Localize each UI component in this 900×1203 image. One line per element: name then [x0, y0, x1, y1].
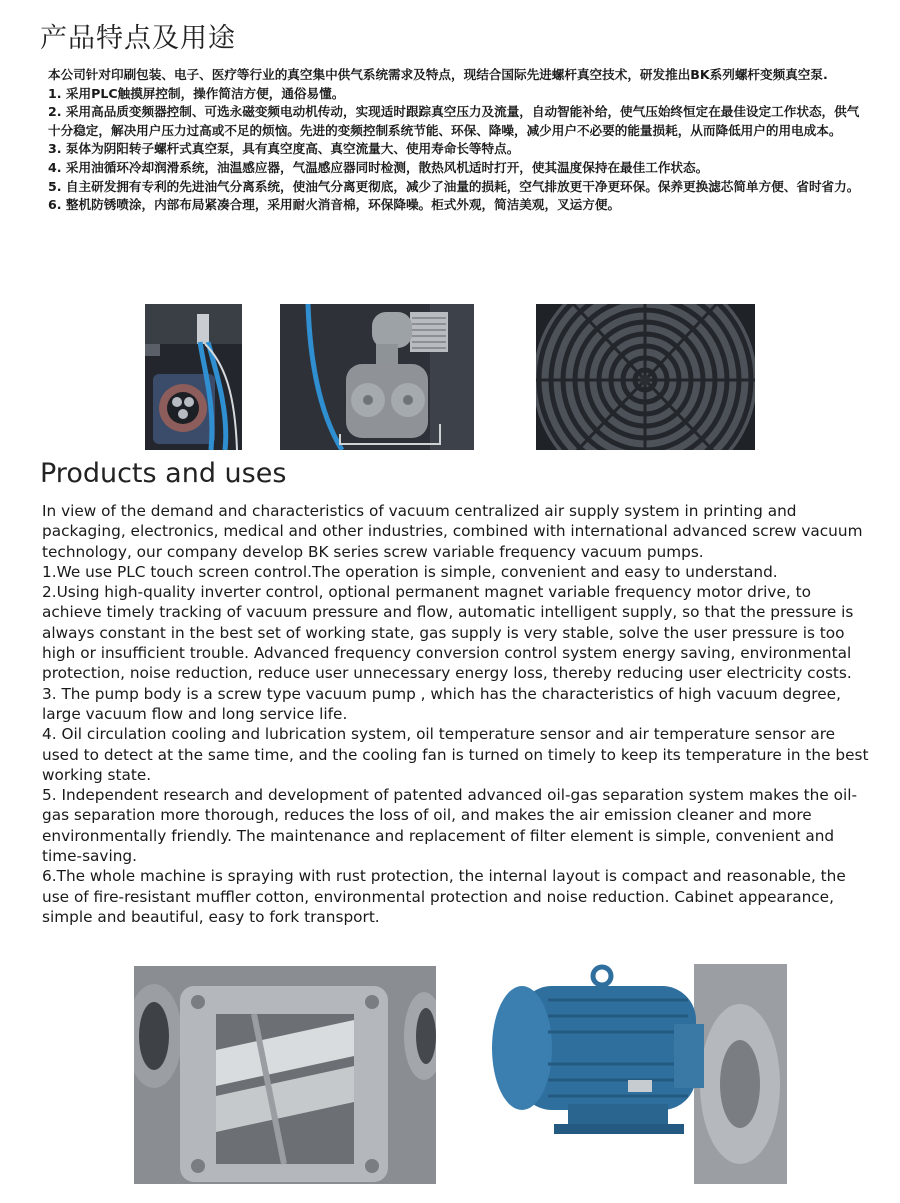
english-section-title: Products and uses	[40, 458, 287, 489]
english-feature-4: 4. Oil circulation cooling and lubrication system, oil temperature sensor and air temperature sensor are used to detect at the same time, and the cooling fan is turned on timely to keep its temperature in the best working state.	[42, 725, 869, 784]
english-feature-6: 6.The whole machine is spraying with rust protection, the internal layout is compact and reasonable, the use of fire-resistant muffler cotton, environmental protection and noise reduction. Cabinet appearance, simple and beautiful, easy to fork transport.	[42, 867, 846, 926]
english-feature-2: 2.Using high-quality inverter control, optional permanent magnet variable frequency motor drive, to achieve timely tracking of vacuum pressure and flow, automatic intelligent supply, so that the pressure is always constant in the best set of working state, gas supply is very stable, solve the user pressure is too high or insufficient trouble. Advanced frequency conversion control system energy saving, environmental protection, noise reduction, reduce user unnecessary energy loss, thereby reducing user electricity costs.	[42, 583, 854, 683]
photo-fan-grille	[536, 304, 755, 450]
blue-motor-image	[478, 964, 787, 1184]
photo-control-hoses	[145, 304, 242, 450]
photo-pump-interior	[280, 304, 474, 450]
pump-interior-image	[280, 304, 474, 450]
english-feature-3: 3. The pump body is a screw type vacuum pump , which has the characteristics of high vacuum degree, large vacuum flow and long service life.	[42, 684, 841, 723]
english-feature-5: 5. Independent research and development of patented advanced oil-gas separation system makes the oil-gas separation more thorough, reduces the loss of oil, and makes the air emission cleaner and more environmentally friendly. The maintenance and replacement of filter element is simple, convenient and time-saving.	[42, 786, 858, 866]
screw-rotor-housing-image	[134, 966, 436, 1184]
chinese-feature-1: 1. 采用PLC触摸屏控制，操作简洁方便，通俗易懂。	[48, 85, 345, 101]
english-description	[42, 501, 872, 927]
chinese-feature-4: 4. 采用油循环冷却润滑系统，油温感应器，气温感应器同时检测，散热风机适时打开，使其温度保持在最佳工作状态。	[48, 159, 709, 175]
english-intro-paragraph: In view of the demand and characteristics of vacuum centralized air supply system in printing and packaging, electronics, medical and other industries, combined with international advanced screw vacuum technology, our company develop BK series screw variable frequency vacuum pumps.	[42, 502, 863, 561]
fan-grille-image	[536, 304, 755, 450]
chinese-feature-2: 2. 采用高品质变频器控制、可选永磁变频电动机传动，实现适时跟踪真空压力及流量，自动智能补给，使气压始终恒定在最佳设定工作状态，供气十分稳定，解决用户压力过高或不足的烦恼。先进的变频控制系统节能、环保、降噪，减少用户不必要的能量损耗，从而降低用户的用电成本。	[48, 104, 860, 138]
chinese-feature-6: 6. 整机防锈喷涂，内部布局紧凑合理，采用耐火消音棉，环保降噪。柜式外观，简洁美观，叉运方便。	[48, 197, 621, 213]
control-hoses-image	[145, 304, 242, 450]
photo-blue-motor	[478, 964, 787, 1184]
chinese-feature-3: 3. 泵体为阴阳转子螺杆式真空泵，具有真空度高、真空流量大、使用寿命长等特点。	[48, 141, 520, 157]
chinese-description	[48, 66, 870, 215]
chinese-feature-5: 5. 自主研发拥有专利的先进油气分离系统，使油气分离更彻底，减少了油量的损耗，空气排放更干净更环保。保养更换滤芯简单方便、省时省力。	[48, 178, 860, 194]
photo-screw-rotor-housing	[134, 966, 436, 1184]
chinese-intro-paragraph: 本公司针对印刷包装、电子、医疗等行业的真空集中供气系统需求及特点，现结合国际先进螺杆真空技术，研发推出BK系列螺杆变频真空泵.	[48, 67, 828, 82]
english-feature-1: 1.We use PLC touch screen control.The operation is simple, convenient and easy to understand.	[42, 562, 778, 581]
chinese-section-title: 产品特点及用途	[40, 23, 236, 54]
